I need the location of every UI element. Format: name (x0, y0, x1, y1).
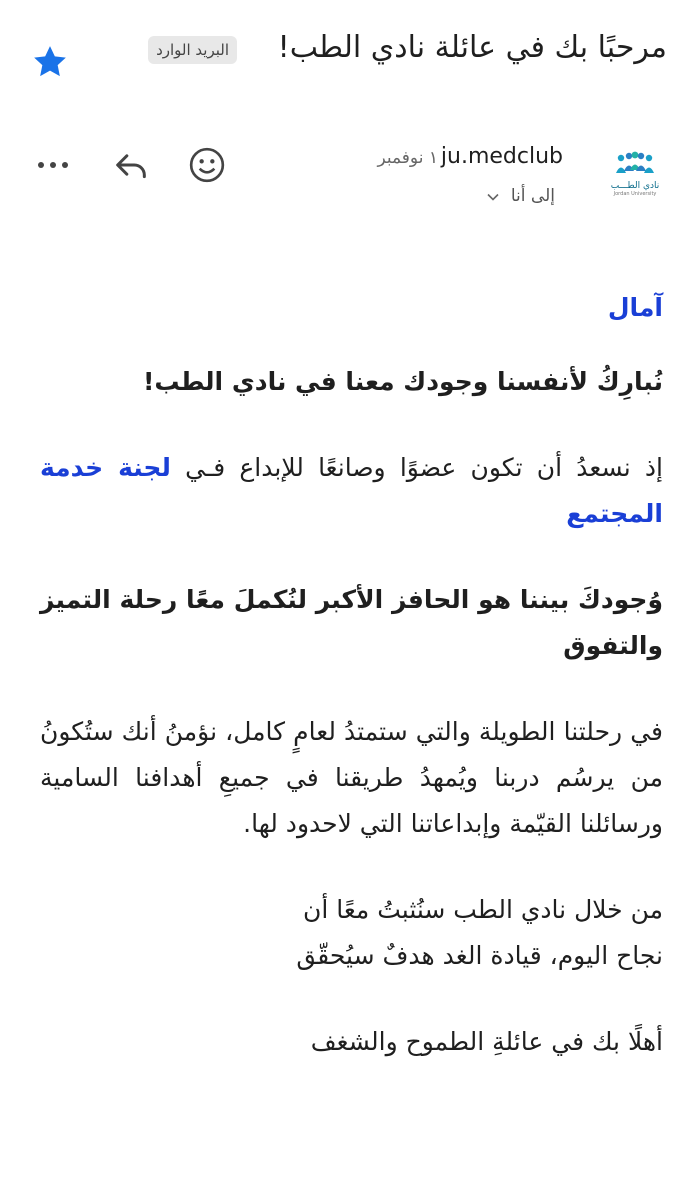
paragraph-5-line-2: نجاح اليوم، قيادة الغد هدفٌ سيُحقّق (296, 941, 663, 970)
more-horizontal-icon[interactable] (30, 142, 76, 188)
message-body (40, 285, 663, 1105)
message-actions (20, 142, 250, 188)
body-paragraph-5 (40, 887, 663, 979)
committee-link[interactable]: لجنة خدمة المجتمع (40, 453, 663, 528)
body-paragraph-6: أهلًا بك في عائلةِ الطموح والشغف (310, 1027, 663, 1056)
body-paragraph-4: في رحلتنا الطويلة والتي ستمتدُ لعامٍ كامل، نؤمنُ أنك ستُكونُ من يرسُم دربنا ويُمهدُ طريقنا في جميعِ أهدافنا السامية ورسائلنا القيّمة وإبداعاتنا التي لاحدود لها. (40, 717, 663, 838)
body-paragraph-3: وُجودكَ بيننا هو الحافز الأكبر لنُكملَ معًا رحلة التميز والتفوق (40, 585, 663, 660)
body-paragraph-1: نُبارِكُ لأنفسنا وجودك معنا في نادي الطب! (142, 367, 663, 396)
star-icon[interactable] (30, 42, 70, 82)
inbox-label-chip[interactable]: البريد الوارد (148, 36, 237, 64)
avatar-caption: نادي الطـــب (610, 181, 660, 191)
sender-avatar[interactable] (607, 146, 663, 202)
sender-header (20, 138, 663, 228)
subject-title: مرحبًا بك في عائلة نادي الطب! (277, 30, 667, 65)
recipient-label: إلى أنا (510, 186, 555, 206)
reply-icon[interactable] (108, 142, 154, 188)
chevron-down-icon (487, 186, 499, 206)
sender-name[interactable]: ju.medclub (440, 144, 563, 169)
club-logo-icon (613, 151, 657, 181)
recipient-details-toggle[interactable] (487, 186, 555, 206)
body-paragraph-2 (40, 445, 663, 537)
smiley-icon[interactable] (184, 142, 230, 188)
sender-date: ١ نوفمبر (377, 148, 438, 168)
paragraph-2-text: إذ نسعدُ أن تكون عضوًا وصانعًا للإبداع فـي (185, 453, 663, 482)
greeting-name: آمال (607, 293, 663, 322)
subject-row (20, 22, 667, 82)
avatar-subcaption: Jordan University (613, 191, 657, 197)
paragraph-5-line-1: من خلال نادي الطب سنُثبتُ معًا أن (302, 895, 663, 924)
